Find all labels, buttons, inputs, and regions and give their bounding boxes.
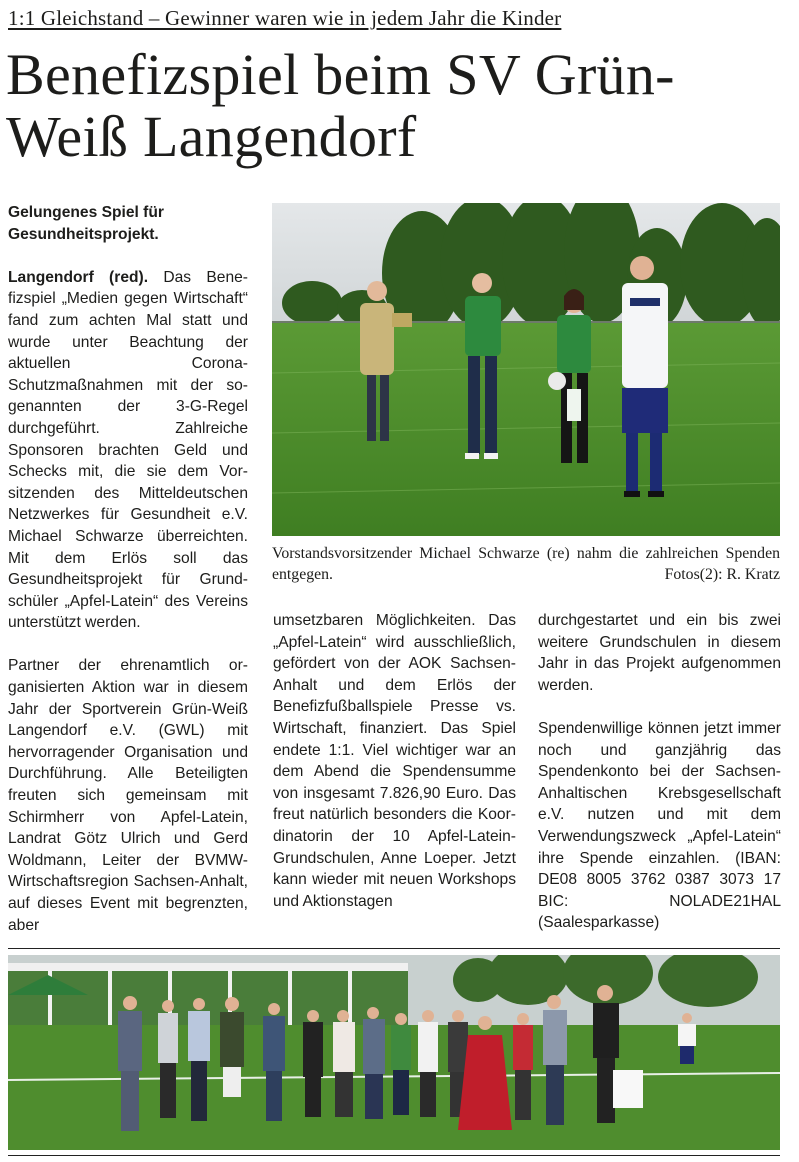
- article-subheading: Gelungenes Spiel für Gesundheitsprojekt.: [8, 204, 164, 243]
- article-column-1: [8, 202, 248, 936]
- photo-caption: [272, 543, 780, 585]
- article-headline: Benefizspiel beim SV Grün-Weiß Langendorf: [6, 42, 675, 169]
- divider-top: [8, 948, 780, 949]
- article-paragraph-3: umsetzbaren Möglichkeiten. Das „Apfel-Latein“ wird ausschließlich, gefördert von der AOK Sachsen-Anhalt und dem Erlös der Benefizfußballspiele Presse vs. Wirtschaft, finanziert. Das Spiel endete 1:1. Viel wichtiger war an dem Abend die Spendensumme von insgesamt 7.826,90 Euro. Das freut natürlich besonders die Koordinatorin der 10 Apfel-Latein-Grundschulen, Anne Loeper. Jetzt kann wieder mit neuen Workshops und Aktionstagen: [273, 612, 516, 910]
- article-kicker: 1:1 Gleichstand – Gewinner waren wie in jedem Jahr die Kinder: [8, 6, 562, 30]
- divider-bottom: [8, 1155, 780, 1156]
- photo-group-scene: [8, 955, 780, 1150]
- article-paragraph-lead: [8, 267, 248, 634]
- photo-award-scene: [272, 203, 780, 536]
- article-column-3: [538, 610, 781, 934]
- article-dateline: Langendorf (red).: [8, 268, 149, 286]
- article-column-2: [273, 610, 516, 912]
- photo-caption-text: Vorstandsvorsitzender Michael Schwarze (re) nahm die zahlreichen Spenden entgegen.: [272, 545, 780, 583]
- article-paragraph-1: Das Benefizspiel „Medien gegen Wirtschaft“ fand zum achten Mal statt und wurde unter Beachtung der aktuellen Corona-Schutzmaßnahmen mit der sogenannten der 3-G-Regel durchgeführt. Zahlreiche Sponsoren brachten Geld und Schecks mit, die sie dem Vorsitzenden des Mitteldeutschen Netzwerkes für Gesundheit e.V. Michael Schwarze überreichten. Mit dem Erlös soll das Gesundheitsprojekt für Grundschüler „Apfel-Latein“ des Vereins unterstützt werden.: [8, 268, 248, 632]
- photo-credit: Fotos(2): R. Kratz: [664, 566, 780, 583]
- article-paragraph-5: Spendenwillige können jetzt immer noch und ganzjährig das Spendenkonto bei der Sachsen-Anhaltischen Krebsgesellschaft e.V. nutzen und mit dem Verwendungszweck „Apfel-Latein“ ihre Spende einzahlen. (IBAN: DE08 8005 3762 0387 3073 17 BIC: NOLADE21HAL (Saalesparkasse): [538, 719, 781, 932]
- article-paragraph-2: Partner der ehrenamtlich organisierten Aktion war in diesem Jahr der Sportverein Grün-Weiß Langendorf e.V. (GWL) mit hervorragender Organisation und Durchführung. Alle Beteiligten freuten sich gemeinsam mit Schirmherr von Apfel-Latein, Landrat Götz Ulrich und Gerd Woldmann, Leiter der BVMW-Wirtschaftsregion Sachsen-Anhalt, auf dieses Event mit begrenzten, aber: [8, 657, 248, 934]
- article-paragraph-4: durchgestartet und ein bis zwei weitere Grundschulen in diesem Jahr in das Projekt aufgenommen werden.: [538, 612, 781, 694]
